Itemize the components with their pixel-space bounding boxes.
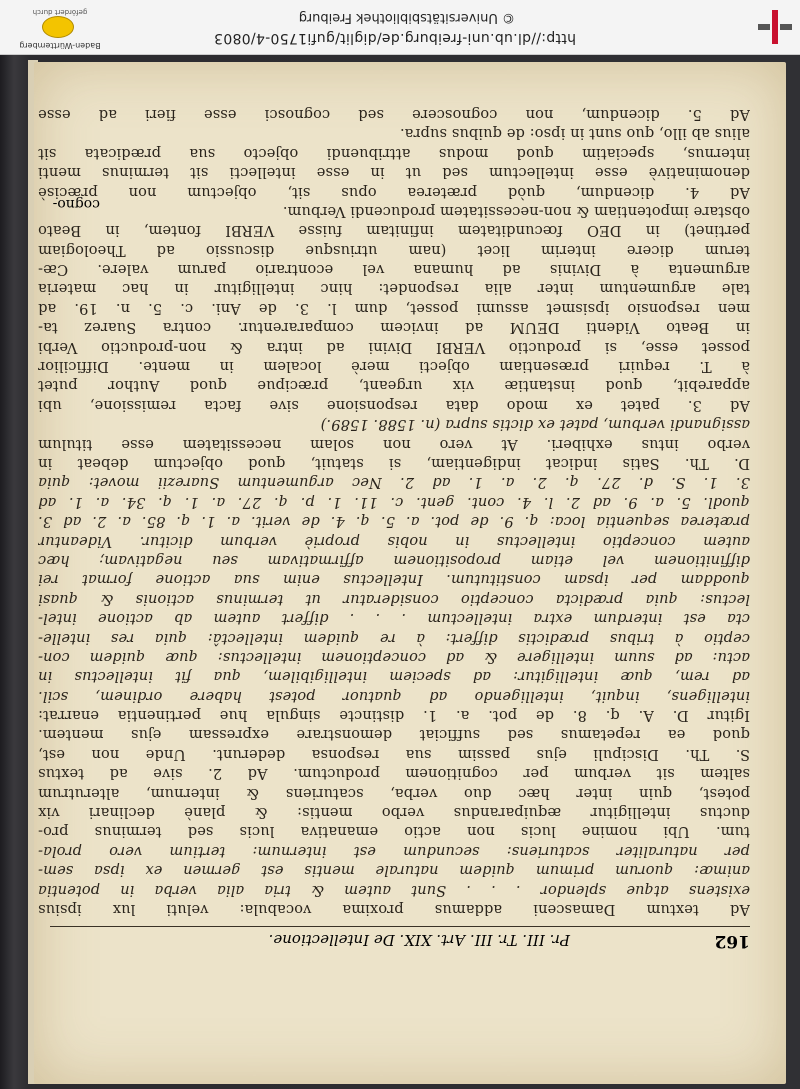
text-line: verbo intus exhiberi. At vero non solam necessitatem esse titulum xyxy=(38,435,750,453)
text-line: quodl. 5. a. 9. ad 2. l. 4. cont. gent. c. 11. 1. p. q. 27. a. 1. q. 34. a. 1. ad xyxy=(38,493,750,511)
library-watermark-header xyxy=(0,0,800,55)
sponsor-badge xyxy=(10,4,110,48)
text-line: existens atque splendor . . . Sunt autem & tria alia verba in potentia xyxy=(38,881,750,899)
text-line: Ad 3. patet ex modo data responsione sive facta remissione, ubi xyxy=(38,396,750,414)
text-line: ductus intelligitur æquiparandus verbo mentis: & planè declinari vix xyxy=(38,804,750,822)
catchword: cogno- xyxy=(52,196,100,212)
text-line: posset esse, si productio VERBI Divini ad intra & non-productio Verbi xyxy=(38,338,750,356)
text-line: à T. requiri præsentiam objecti merè localem in mente. Difficilior xyxy=(38,358,750,376)
body-text xyxy=(38,105,750,919)
text-line: Igitur D. A. q. 8. de pot. a. 1. distincte singula hue pertinentia enarrat: xyxy=(38,707,750,725)
text-line: animæ: quorum primum quidem naturale mentis est germen ex ipsa sem- xyxy=(38,862,750,880)
text-line: assignandi verbum, patet ex dictis supra (n. 1588. 1589.) xyxy=(320,416,750,434)
text-line: men responsio ipsismet assumi posset, dum l. 3. de Ani. c. 5. n. 19. ad xyxy=(38,299,750,317)
text-line: D. Th. Satis indicat indigentiam, si statuit, quod objectum debeat in xyxy=(38,455,750,473)
text-line: potest, quin inter hæc duo verba, scaturiens & internum, alterutrum xyxy=(38,784,750,802)
text-line: terum dicere interim licet (nam utriusque discussio ad Theologiam xyxy=(38,241,750,259)
text-line: tale argumentum inter alia respondet: hinc intelligitur in hac materia xyxy=(38,280,750,298)
state-crest-icon xyxy=(42,16,74,38)
text-line: S. Th. Discipuli ejus passim sua responsa dederunt. Unde non est, xyxy=(38,745,750,763)
copyright-notice: © Universitätsbibliothek Freiburg xyxy=(298,10,515,25)
text-line: ceptio à tribus prædictis differt: à re quidem intellectâ: quia res intelle- xyxy=(38,629,750,647)
text-line: quod ea repetamus sed sufficiat demonstrare expressam ejus mentem. xyxy=(38,726,750,744)
text-line: Ad 4. dicendum, quòd præterea opus sit, objectum non præcisè xyxy=(38,183,750,201)
running-head xyxy=(50,926,750,951)
text-line: apparebit, quod instantiæ vix urgeant, præcipue quod Author putet xyxy=(38,377,750,395)
text-line: præterea sequentia loca: q. 9. de pot. a. 5. q. 4. de verit. a. 1. q. 85. a. 2. ad 3. xyxy=(38,513,750,531)
sponsor-top-label: Baden-Württemberg xyxy=(19,41,101,50)
text-line: lectus: quia prædicta conceptio consideratur ut terminus actionis & quasi xyxy=(38,590,750,608)
text-line: pertinet) in DEO fœcunditatem infinitam fuisse VERBI fontem, in Beato xyxy=(38,222,750,240)
text-line: tum. Ubi nomine lucis non actio emanativa lucis sed terminus pro- xyxy=(38,823,750,841)
text-line: diffinitionem vel etiam propositionem affirmativam seu negativam; hæc xyxy=(38,551,750,569)
text-line: in Beato Videnti DEUM ad invicem compararentur. contra Suarez ta- xyxy=(38,319,750,337)
text-line: quoddam per ipsam constitutum. Intellectus enim sua actione format rei xyxy=(38,571,750,589)
text-line: denominativè esse intellectum sed ut in esse intellecti sit terminus menti xyxy=(38,164,750,182)
running-title: Pr. III. Tr. III. Art. XIX. De Intellectione. xyxy=(268,931,570,949)
text-line: 3. 1. S. d. 27. q. 2. a. 1. ad 2. Nec argumentum Suarezii movet: quia xyxy=(38,474,750,492)
text-line: Ad 5. dicendum, non cognoscere sed cognosci esse fieri ad esse xyxy=(38,105,750,123)
source-url[interactable]: http://dl.ub.uni-freiburg.de/diglit/gufi1750-4/0803 xyxy=(213,30,576,46)
text-line: autem conceptio intellectus in nobis propriè verbum dicitur. Videantur xyxy=(38,532,750,550)
library-logo-icon xyxy=(758,10,792,44)
text-line: ad rem, quæ intelligitur: ad speciem intelligibilem, qua fit intellectus in xyxy=(38,668,750,686)
text-line: actu: ad suum intelligere & ad conceptionem intellectus: quæ quidem con- xyxy=(38,648,750,666)
text-line: obstare impotentiam & non-necessitatem producendi Verbum. xyxy=(282,202,750,220)
sponsor-bottom-label: gefördert durch xyxy=(32,8,88,16)
text-line: cta est interdum extra intellectum . . . differt autem ab actione intel- xyxy=(38,610,750,628)
text-line: saltem sit verbum per cognitionem productum. Ad 2. sive ad textus xyxy=(38,765,750,783)
text-line: internus, speciatim quod modus attribuendi objecto sua prædicata sit xyxy=(38,144,750,162)
text-line: intelligens, inquit, intelligendo ad quatuor potest habere ordinem, scil. xyxy=(38,687,750,705)
text-line: per naturaliter scaturiens: secundum est internum: tertium vero prola- xyxy=(38,842,750,860)
text-line: argumenta à Divinis ad humana vel econtrario parum valere. Cæ- xyxy=(38,261,750,279)
page-number: 162 xyxy=(714,931,750,951)
text-line: alius ab illo, quo sunt in ipso: de quibus supra. xyxy=(399,125,750,143)
text-line: Ad textum Damasceni addamus proxima vocabula: veluti lux ipsius xyxy=(38,901,750,918)
